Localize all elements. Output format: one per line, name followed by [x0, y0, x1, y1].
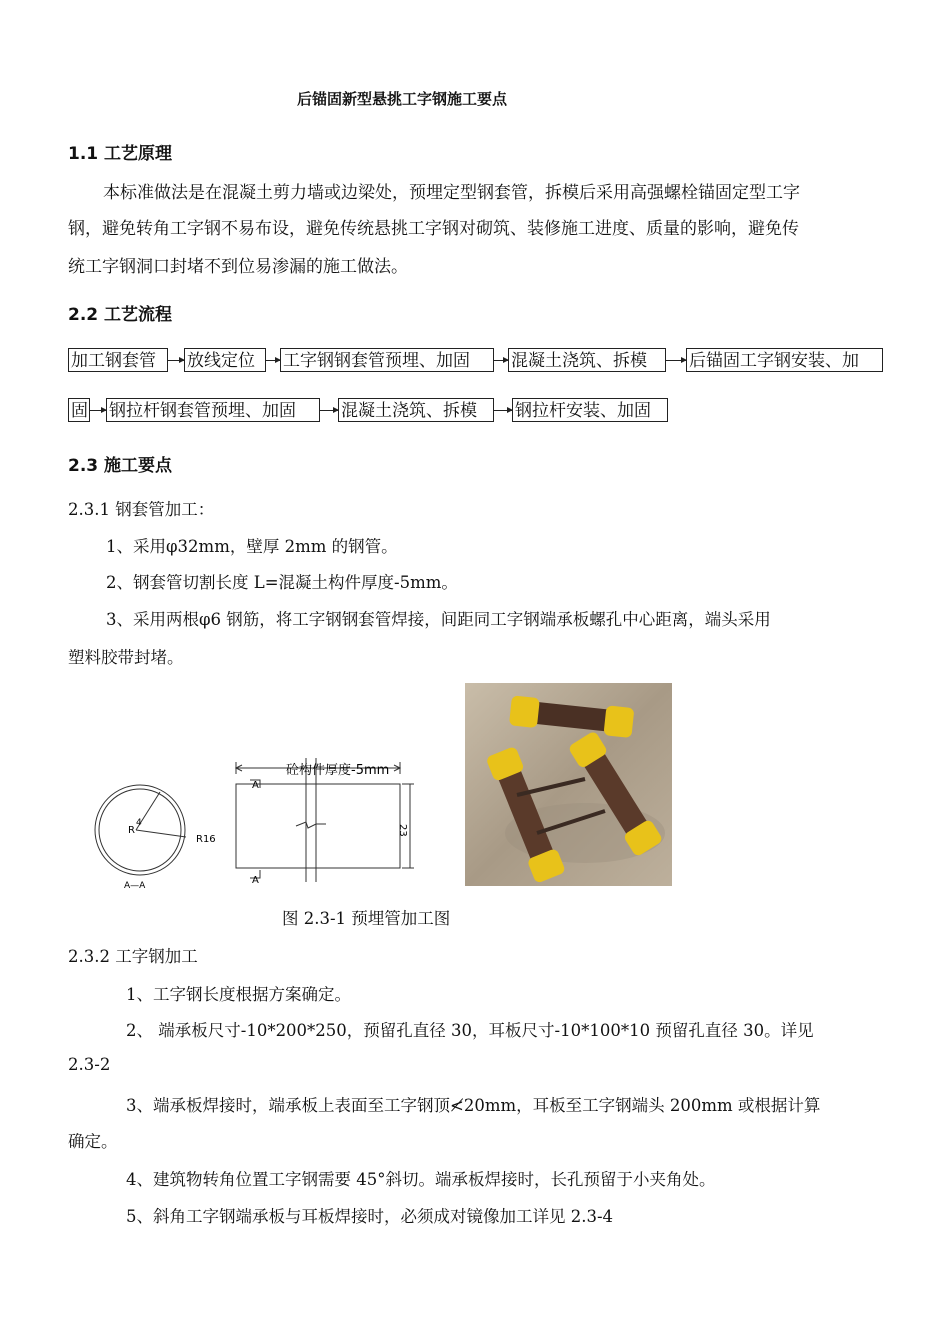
outer-radius-label: R16: [196, 834, 216, 845]
section-2-3-1-item-2: 2、钢套管切割长度 L=混凝土构件厚度-5mm。: [106, 573, 458, 592]
flow-step-embed-tierod-sleeve: 钢拉杆钢套管预埋、加固: [106, 398, 320, 422]
flow-arrow: [168, 360, 184, 361]
flow-step-install-ibeam-cont: 固: [68, 398, 90, 422]
flow-arrow: [494, 410, 512, 411]
thickness-dimension-label: 砼构件厚度-5mm: [286, 763, 390, 778]
section-marker-bottom: A: [252, 875, 259, 886]
flow-step-install-ibeam: 后锚固工字钢安装、加: [686, 348, 883, 372]
section-2-3-1-heading: 2.3.1 钢套管加工：: [68, 500, 215, 519]
section-2-3-heading: 2.3 施工要点: [68, 456, 173, 476]
document-title: 后锚固新型悬挑工字钢施工要点: [297, 90, 508, 108]
flow-arrow: [666, 360, 686, 361]
figure-caption: 图 2.3-1 预埋管加工图: [282, 909, 451, 928]
flow-arrow: [266, 360, 280, 361]
flow-step-layout: 放线定位: [184, 348, 266, 372]
flow-step-embed-sleeve: 工字钢钢套管预埋、加固: [280, 348, 494, 372]
section-2-3-2-item-5: 5、斜角工字钢端承板与耳板焊接时，必须成对镜像加工详见 2.3-4: [126, 1207, 614, 1226]
flow-arrow: [90, 410, 106, 411]
flow-arrow: [494, 360, 508, 361]
section-1-1-line-2: 钢，避免转角工字钢不易布设，避免传统悬挑工字钢对砌筑、装修施工进度、质量的影响，避免传: [68, 219, 799, 239]
section-1-1-line-3: 统工字钢洞口封堵不到位易渗漏的施工做法。: [68, 257, 408, 277]
sleeve-photo: [465, 683, 672, 886]
section-2-3-2-item-3-line-2: 确定。: [68, 1132, 118, 1151]
section-2-3-1-item-1: 1、采用φ32mm，壁厚 2mm 的钢管。: [106, 537, 398, 556]
section-marker-top: A: [252, 780, 259, 791]
section-2-3-2-item-1: 1、工字钢长度根据方案确定。: [126, 985, 351, 1004]
section-2-3-2-item-2-line-1: 2、 端承板尺寸-10*200*250，预留孔直径 30，耳板尺寸-10*100*10 预留孔直径 30。详见: [126, 1021, 814, 1040]
section-2-3-2-item-4: 4、建筑物转角位置工字钢需要 45°斜切。端承板焊接时，长孔预留于小夹角处。: [126, 1170, 716, 1189]
section-2-3-2-item-2-line-2: 2.3-2: [68, 1055, 111, 1074]
flow-arrow: [320, 410, 338, 411]
section-2-3-1-item-3-line-2: 塑料胶带封堵。: [68, 648, 184, 667]
flow-step-install-tierod: 钢拉杆安装、加固: [512, 398, 668, 422]
pipe-elevation-drawing: [230, 758, 420, 888]
pipe-cross-section-drawing: [90, 780, 216, 892]
section-2-3-2-heading: 2.3.2 工字钢加工: [68, 947, 198, 966]
section-2-2-heading: 2.2 工艺流程: [68, 305, 173, 325]
section-label: A—A: [124, 881, 146, 891]
section-1-1-line-1: 本标准做法是在混凝土剪力墙或边梁处，预埋定型钢套管，拆模后采用高强螺栓锚固定型工字: [103, 183, 800, 203]
height-dimension-label: 23: [397, 824, 408, 837]
inner-radius-value: 4: [136, 818, 142, 828]
flow-step-pour-concrete: 混凝土浇筑、拆模: [508, 348, 666, 372]
inner-radius-label: R: [128, 825, 135, 836]
section-2-3-2-item-3-line-1: 3、端承板焊接时，端承板上表面至工字钢顶≮20mm，耳板至工字钢端头 200mm 或根据计算: [126, 1096, 821, 1115]
flow-step-make-sleeve: 加工钢套管: [68, 348, 168, 372]
section-2-3-1-item-3-line-1: 3、采用两根φ6 钢筋，将工字钢钢套管焊接，间距同工字钢端承板螺孔中心距离，端头采用: [106, 610, 771, 629]
flow-step-pour-concrete-2: 混凝土浇筑、拆模: [338, 398, 494, 422]
section-1-1-heading: 1.1 工艺原理: [68, 144, 173, 164]
